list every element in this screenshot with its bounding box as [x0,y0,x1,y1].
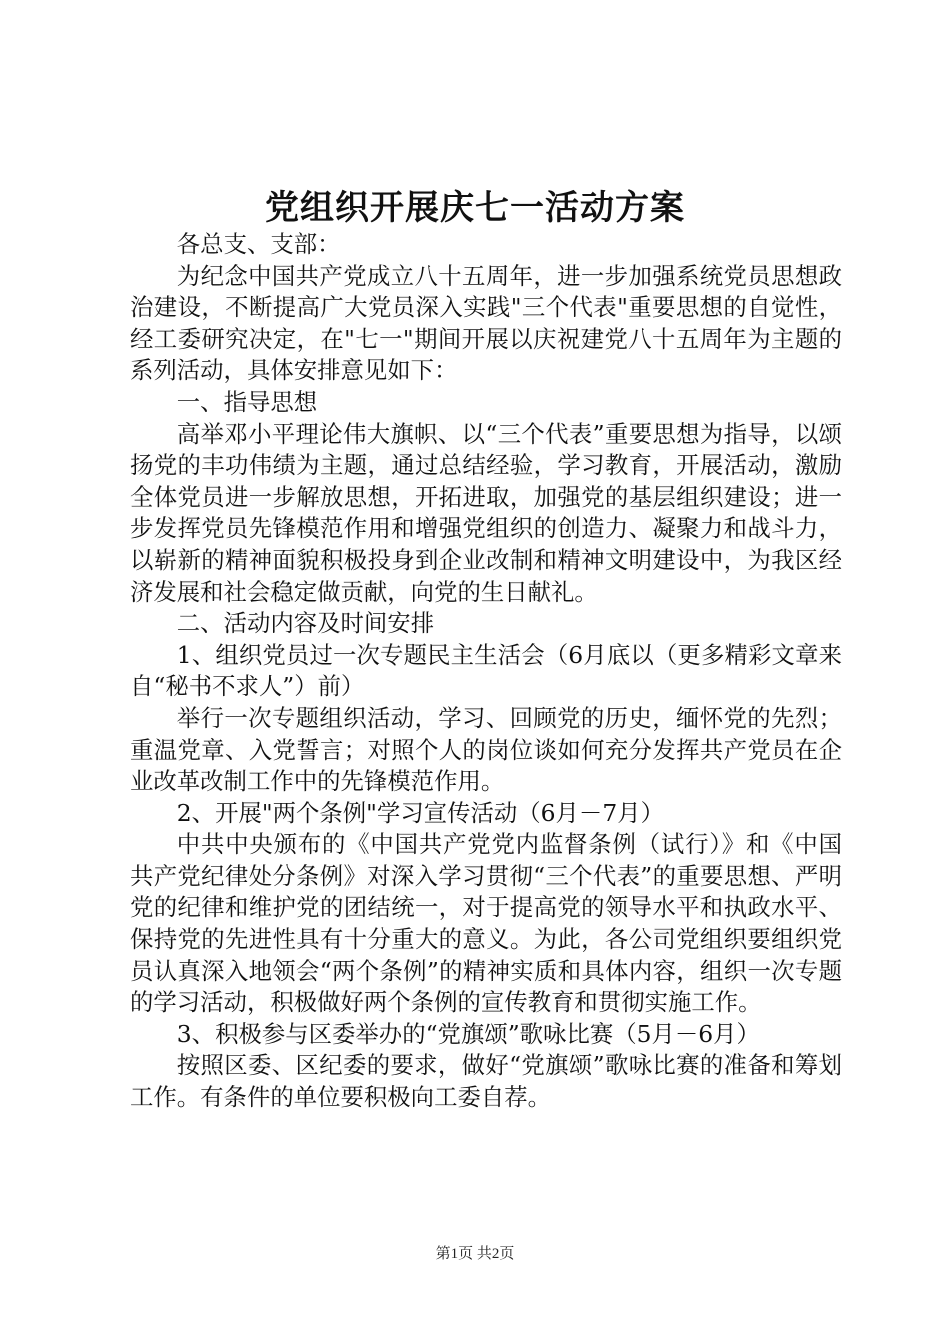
section-heading-activities: 二、活动内容及时间安排 [176,609,435,638]
activity-item-1-paragraph: 举行一次专题组织活动，学习、回顾党的历史，缅怀党的先烈；重温党章、入党誓言；对照个人的岗位谈如何充分发挥共产党员在企业改革改制工作中的先锋模范作用。 [130,703,842,796]
activity-item-1-heading: 1、组织党员过一次专题民主生活会（6月底以（更多精彩文章来自“秘书不求人”）前） [130,640,842,701]
guiding-thought-paragraph: 高举邓小平理论伟大旗帜、以“三个代表”重要思想为指导，以颂扬党的丰功伟绩为主题，通过总结经验，学习教育，开展活动，激励全体党员进一步解放思想，开拓进取，加强党的基层组织建设；进一步发挥党员先锋模范作用和增强党组织的创造力、凝聚力和战斗力，以崭新的精神面貌积极投身到企业改制和精神文明建设中，为我区经济发展和社会稳定做贡献，向党的生日献礼。 [130,419,842,606]
page-number-footer: 第1页 共2页 [435,1246,515,1262]
salutation: 各总支、支部： [176,230,341,258]
activity-item-2-heading: 2、开展"两个条例"学习宣传活动（6月－7月） [176,798,664,827]
activity-item-3-heading: 3、积极参与区委举办的“党旗颂”歌咏比赛（5月－6月） [176,1019,760,1048]
intro-paragraph: 为纪念中国共产党成立八十五周年，进一步加强系统党员思想政治建设，不断提高广大党员深入实践"三个代表"重要思想的自觉性，经工委研究决定，在"七一"期间开展以庆祝建党八十五周年为主题的系列活动，具体安排意见如下： [130,261,842,385]
section-heading-guiding-thought: 一、指导思想 [176,387,318,416]
activity-item-2-paragraph: 中共中央颁布的《中国共产党党内监督条例（试行）》和《中国共产党纪律处分条例》对深入学习贯彻“三个代表”的重要思想、严明党的纪律和维护党的团结统一，对于提高党的领导水平和执政水平、保持党的先进性具有十分重大的意义。为此，各公司党组织要组织党员认真深入地领会“两个条例”的精神实质和具体内容，组织一次专题的学习活动，积极做好两个条例的宣传教育和贯彻实施工作。 [130,830,842,1017]
activity-item-3-paragraph: 按照区委、区纪委的要求，做好“党旗颂”歌咏比赛的准备和筹划工作。有条件的单位要积极向工委自荐。 [130,1051,842,1112]
document-body [130,229,842,1114]
document-title: 党组织开展庆七一活动方案 [265,188,685,228]
